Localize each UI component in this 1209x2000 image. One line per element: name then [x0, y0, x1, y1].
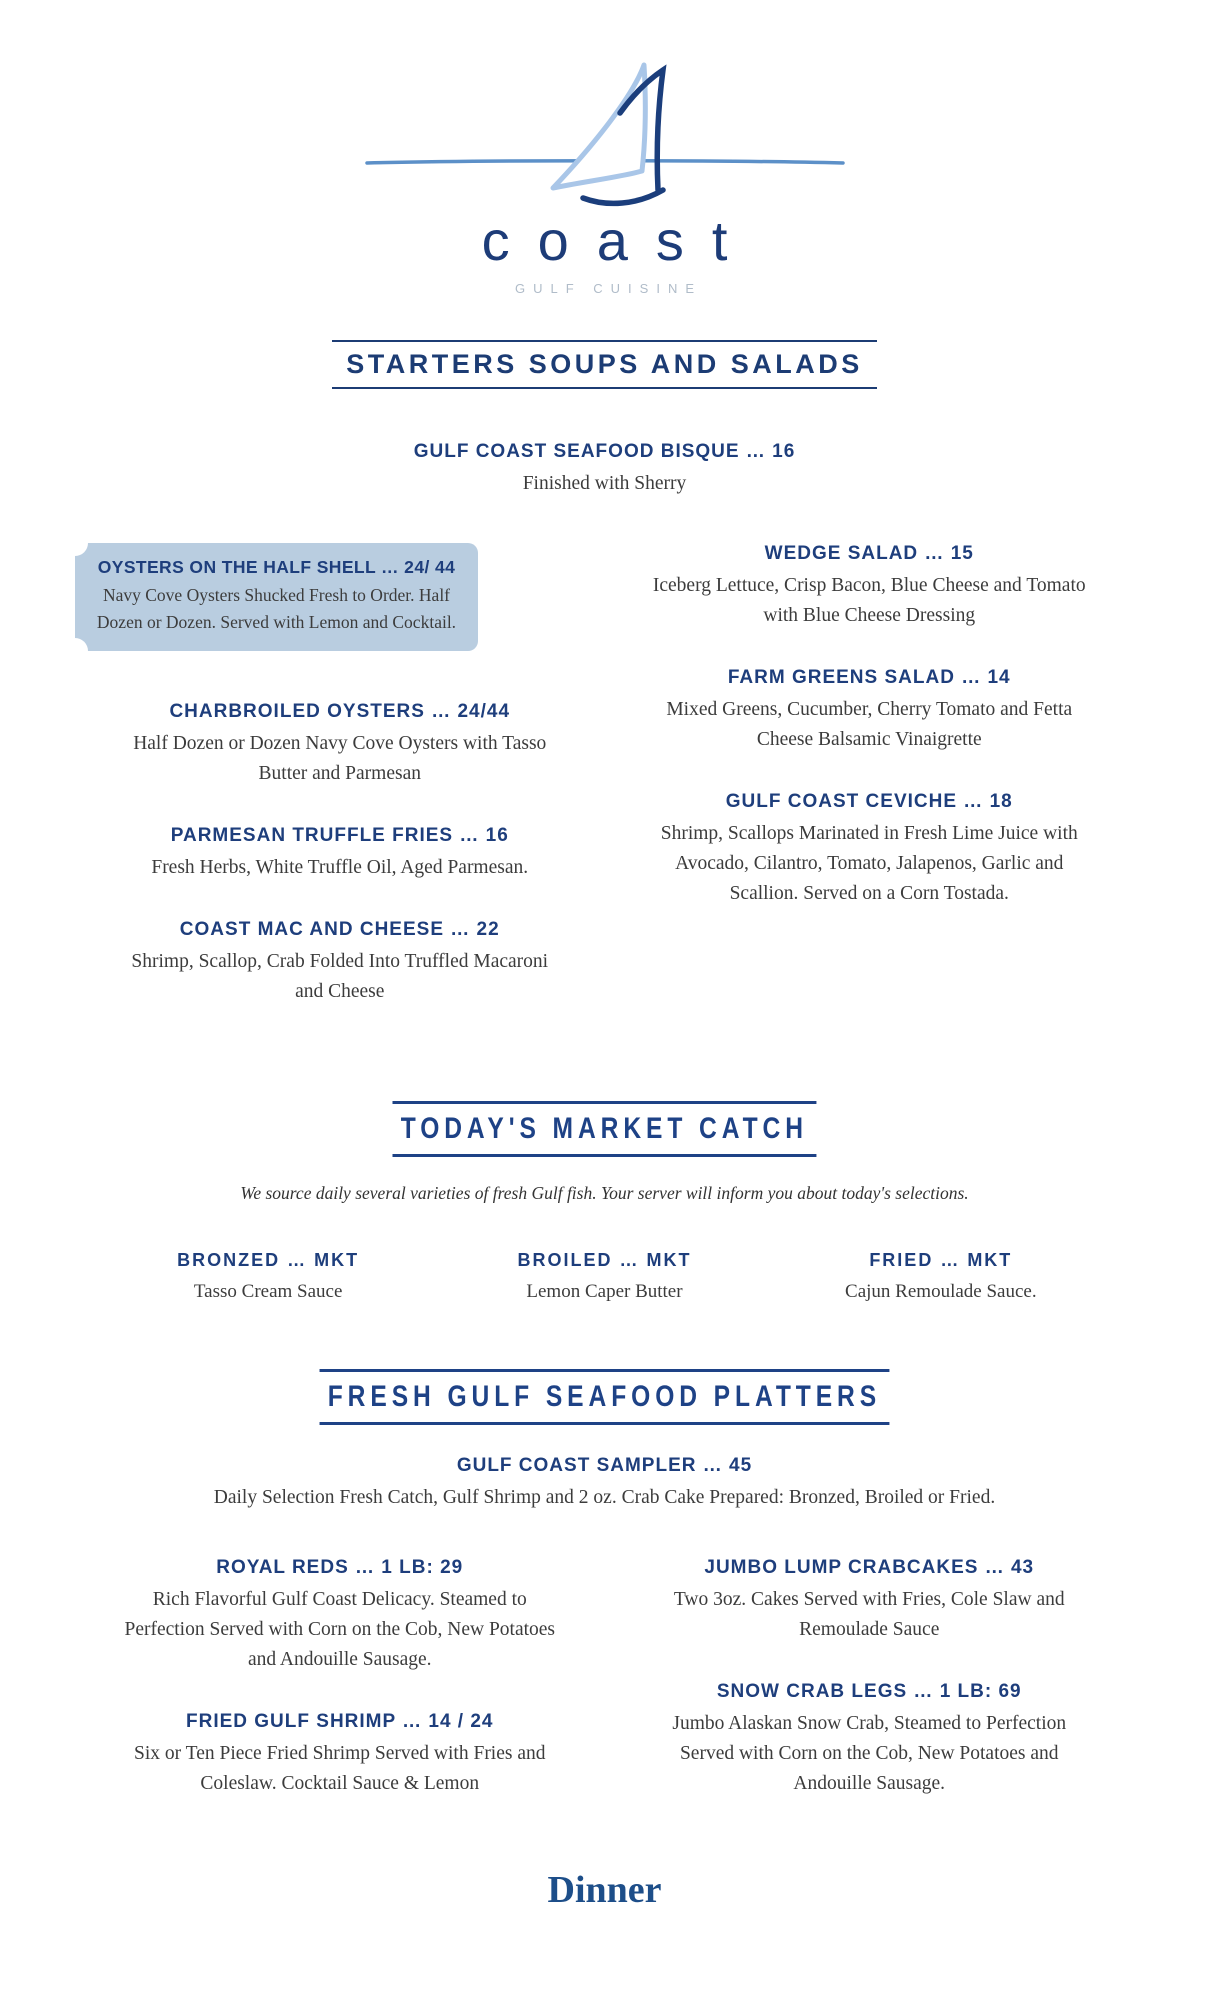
menu-item-snow-crab-legs	[605, 1681, 1135, 1799]
menu-item-desc: Finished with Sherry	[522, 472, 687, 494]
menu-item-fried-gulf-shrimp	[75, 1711, 605, 1799]
menu-item-title: WEDGE SALAD … 15	[764, 542, 974, 564]
platters-right-column	[605, 1557, 1135, 1835]
menu-item-desc: Shrimp, Scallop, Crab Folded Into Truffled Macaroni and Cheese	[131, 950, 549, 1002]
menu-item-coast-mac-and-cheese	[75, 919, 605, 1007]
menu-item-desc: Rich Flavorful Gulf Coast Delicacy. Steamed to Perfection Served with Corn on the Cob, New Potatoes and Andouille Sausage.	[124, 1588, 556, 1670]
menu-item-title: GULF COAST SEAFOOD BISQUE … 16	[413, 440, 796, 462]
platters-section-heading: FRESH GULF SEAFOOD PLATTERS	[320, 1369, 890, 1425]
menu-item-title: COAST MAC AND CHEESE … 22	[179, 918, 500, 940]
menu-item-desc: Daily Selection Fresh Catch, Gulf Shrimp and 2 oz. Crab Cake Prepared: Bronzed, Broiled or Fried.	[213, 1486, 996, 1508]
starters-left-column	[75, 543, 605, 1043]
section-seafood-platters	[0, 1369, 1209, 1835]
menu-item-desc: Half Dozen or Dozen Navy Cove Oysters with Tasso Butter and Parmesan	[133, 732, 547, 784]
menu-item-title: BROILED … MKT	[517, 1249, 692, 1270]
section-market-catch	[0, 1101, 1209, 1307]
menu-item-farm-greens-salad	[605, 667, 1135, 755]
menu-item-title: PARMESAN TRUFFLE FRIES … 16	[170, 824, 509, 846]
sailboat-logo-icon	[365, 50, 845, 210]
starters-section-heading: STARTERS SOUPS AND SALADS	[332, 340, 877, 389]
starters-right-column	[605, 543, 1135, 945]
market-option-broiled	[436, 1250, 772, 1307]
menu-item-desc: Navy Cove Oysters Shucked Fresh to Order. Half Dozen or Dozen. Served with Lemon and Cocktail.	[96, 584, 457, 632]
market-option-fried	[773, 1250, 1109, 1307]
menu-item-desc: Shrimp, Scallops Marinated in Fresh Lime Juice with Avocado, Cilantro, Tomato, Jalapenos, Garlic and Scallion. Served on a Corn Tostada.	[660, 822, 1078, 904]
menu-item-gulf-coast-sampler	[0, 1455, 1209, 1513]
menu-item-royal-reds	[75, 1557, 605, 1675]
menu-item-desc: Cajun Remoulade Sauce.	[845, 1280, 1037, 1302]
menu-item-title: FRIED GULF SHRIMP … 14 / 24	[186, 1710, 494, 1732]
menu-page-label: Dinner	[547, 1869, 662, 1911]
menu-item-title: ROYAL REDS … 1 LB: 29	[216, 1556, 464, 1578]
menu-item-title: CHARBROILED OYSTERS … 24/44	[169, 700, 511, 722]
menu-item-title: JUMBO LUMP CRABCAKES … 43	[704, 1556, 1035, 1578]
menu-item-title: FARM GREENS SALAD … 14	[727, 666, 1011, 688]
restaurant-logo	[0, 0, 1209, 296]
menu-item-seafood-bisque	[0, 441, 1209, 499]
market-catch-tagline: We source daily several varieties of fresh Gulf fish. Your server will inform you about today's selections.	[240, 1182, 969, 1203]
menu-item-desc: Fresh Herbs, White Truffle Oil, Aged Parmesan.	[151, 856, 529, 878]
menu-item-charbroiled-oysters	[75, 701, 605, 789]
menu-item-desc: Lemon Caper Butter	[526, 1280, 683, 1302]
menu-item-title: GULF COAST CEVICHE … 18	[725, 790, 1013, 812]
menu-item-desc: Six or Ten Piece Fried Shrimp Served with Fries and Coleslaw. Cocktail Sauce & Lemon	[133, 1742, 546, 1794]
logo-wordmark: coast	[481, 209, 756, 272]
menu-item-gulf-coast-ceviche	[605, 791, 1135, 909]
highlight-box-oysters-half-shell	[75, 543, 478, 651]
menu-item-desc: Iceberg Lettuce, Crisp Bacon, Blue Cheese and Tomato with Blue Cheese Dressing	[652, 574, 1086, 626]
menu-item-title: BRONZED … MKT	[177, 1249, 360, 1270]
section-starters	[0, 340, 1209, 1043]
menu-item-desc: Jumbo Alaskan Snow Crab, Steamed to Perfection Served with Corn on the Cob, New Potatoes and Andouille Sausage.	[672, 1712, 1067, 1794]
menu-item-title: FRIED … MKT	[869, 1249, 1013, 1270]
menu-item-title: GULF COAST SAMPLER … 45	[456, 1454, 753, 1476]
market-catch-section-heading: TODAY'S MARKET CATCH	[393, 1101, 817, 1157]
menu-item-jumbo-lump-crabcakes	[605, 1557, 1135, 1645]
logo-tagline: GULF CUISINE	[514, 280, 702, 296]
menu-item-wedge-salad	[605, 543, 1135, 631]
menu-item-desc: Two 3oz. Cakes Served with Fries, Cole Slaw and Remoulade Sauce	[673, 1588, 1065, 1640]
menu-item-desc: Tasso Cream Sauce	[193, 1280, 343, 1302]
menu-item-desc: Mixed Greens, Cucumber, Cherry Tomato and Fetta Cheese Balsamic Vinaigrette	[666, 698, 1073, 750]
market-option-bronzed	[100, 1250, 436, 1307]
platters-left-column	[75, 1557, 605, 1835]
menu-item-title: OYSTERS ON THE HALF SHELL … 24/ 44	[97, 556, 456, 577]
menu-item-title: SNOW CRAB LEGS … 1 LB: 69	[716, 1680, 1022, 1702]
menu-item-parmesan-truffle-fries	[75, 825, 605, 883]
